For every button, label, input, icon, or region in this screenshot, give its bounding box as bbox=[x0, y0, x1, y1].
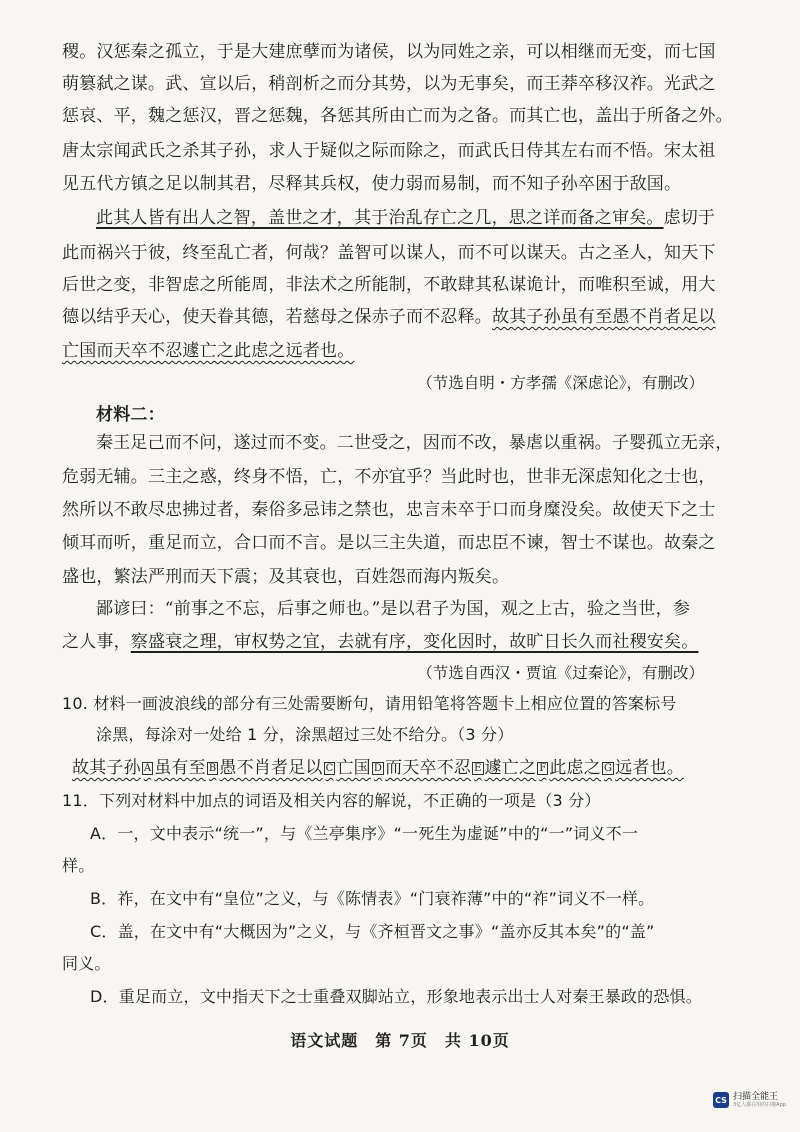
wavy-underlined-text: 故其子孙虽有至愚不肖者足以 bbox=[492, 307, 716, 327]
sentence-segment: 故其子孙 bbox=[72, 758, 141, 778]
option-d: D．重足而立，文中指天下之士重叠双脚站立，形象地表示出士人对秦王暴政的恐惧。 bbox=[90, 987, 702, 1006]
text-fragment: 之人事， bbox=[62, 632, 131, 652]
option-a-continued: 样。 bbox=[62, 856, 95, 875]
text-line: 萌篡弑之谋。武、宣以后，稍剖析之而分其势，以为无事矣，而王莽卒移汉祚。光武之 bbox=[62, 74, 716, 94]
wavy-underlined-text: 亡国而天卒不忍遽亡之此虑之远者也。 bbox=[62, 341, 355, 361]
text-line: 鄙谚曰：“前事之不忘，后事之师也。”是以君子为国，观之上古，验之当世，参 bbox=[96, 599, 691, 619]
sentence-segment: 而天卒不忍 bbox=[385, 758, 472, 778]
option-b: B．祚，在文中有“皇位”之义，与《陈情表》“门衰祚薄”中的“祚”词义不一样。 bbox=[90, 889, 655, 908]
page-footer: 语文试题 第 7页 共 10页 bbox=[290, 1031, 510, 1050]
answer-mark: E bbox=[474, 763, 482, 774]
text-line: 唐太宗闻武氏之杀其子孙，求人于疑似之际而除之，而武氏日侍其左右而不悟。宋太祖 bbox=[62, 141, 716, 161]
answer-mark: G bbox=[603, 763, 613, 774]
text-line bbox=[62, 631, 752, 653]
answer-mark: C bbox=[325, 763, 334, 774]
text-line: 倾耳而听，重足而立，合口而不言。是以三主失道，而忠臣不谏，智士不谋也。故秦之 bbox=[62, 533, 716, 553]
text-fragment: 虑切于 bbox=[663, 208, 716, 228]
watermark-name: 扫描全能王 bbox=[733, 1092, 779, 1102]
text-line bbox=[62, 306, 752, 328]
text-line bbox=[96, 207, 786, 229]
option-c: C．盖，在文中有“大概因为”之义，与《齐桓晋文之事》“盖亦反其本矣”的“盖” bbox=[90, 922, 655, 941]
underlined-sentence: 察盛衰之理，审权势之宜，去就有序，变化因时，故旷日长久而社稷安矣。 bbox=[130, 632, 699, 652]
source-citation: （节选自明・方孝孺《深虑论》，有删改） bbox=[417, 374, 704, 392]
text-line: 后世之变，非智虑之所能周，非法术之所能制，不敢肆其私谋诡计，而唯积至诚，用大 bbox=[62, 275, 716, 295]
source-citation: （节选自西汉・贾谊《过秦论》，有删改） bbox=[417, 664, 704, 682]
text-line: 此而祸兴于彼，终至乱亡者，何哉？盖智可以谋人，而不可以谋天。古之圣人，知天下 bbox=[62, 243, 716, 263]
punctuation-sentence bbox=[72, 757, 762, 779]
text-line: 盛也，繁法严刑而天下震；及其衰也，百姓怨而海内叛矣。 bbox=[62, 567, 510, 587]
underlined-sentence: 此其人皆有出人之智，盖世之才，其于治乱存亡之几，思之详而备之审矣。 bbox=[96, 208, 664, 228]
text-line: 秦王足己而不问，遂过而不变。二世受之，因而不改，暴虐以重祸。子婴孤立无亲， bbox=[96, 433, 733, 453]
sentence-segment: 远者也。 bbox=[615, 758, 684, 778]
cs-logo-icon: CS bbox=[713, 1092, 729, 1108]
answer-mark: D bbox=[373, 763, 383, 774]
option-c-continued: 同义。 bbox=[62, 954, 111, 973]
question-stem: 11．下列对材料中加点的词语及相关内容的解说，不正确的一项是（3 分） bbox=[62, 791, 601, 810]
answer-mark: F bbox=[539, 763, 547, 774]
text-line: 见五代方镇之足以制其君，尽释其兵权，使力弱而易制，而不知子孙卒困于敌国。 bbox=[62, 174, 682, 194]
sentence-segment: 遽亡之 bbox=[484, 758, 537, 778]
watermark-tagline: 3亿人都在用的扫描App bbox=[733, 1102, 786, 1108]
question-stem: 涂黑，每涂对一处给 1 分，涂黑超过三处不给分。（3 分） bbox=[96, 725, 514, 744]
scanner-watermark bbox=[713, 1092, 786, 1108]
text-line bbox=[62, 340, 752, 362]
text-line: 稷。汉惩秦之孤立，于是大建庶孽而为诸侯，以为同姓之亲，可以相继而无变，而七国 bbox=[62, 42, 716, 62]
text-line: 危弱无辅。三主之惑，终身不悟，亡，不亦宜乎？当此时也，世非无深虑知化之士也， bbox=[62, 467, 716, 487]
text-fragment: 德以结乎天心，使天眷其德，若慈母之保赤子而不忍释。 bbox=[62, 307, 492, 327]
sentence-segment: 亡国 bbox=[336, 758, 371, 778]
question-stem: 10. 材料一画波浪线的部分有三处需要断句，请用铅笔将答题卡上相应位置的答案标号 bbox=[62, 694, 677, 713]
section-heading: 材料二： bbox=[96, 405, 165, 425]
text-line: 然所以不敢尽忠拂过者，秦俗多忌讳之禁也，忠言未卒于口而身糜没矣。故使天下之士 bbox=[62, 500, 716, 520]
text-line: 惩哀、平，魏之惩汉，晋之惩魏，各惩其所由亡而为之备。而其亡也，盖出于所备之外。 bbox=[62, 106, 733, 126]
sentence-segment: 此虑之 bbox=[549, 758, 601, 778]
answer-mark: B bbox=[208, 763, 217, 774]
sentence-segment: 愚不肖者足以 bbox=[219, 758, 323, 778]
answer-mark: A bbox=[143, 763, 152, 774]
sentence-segment: 虽有至 bbox=[154, 758, 206, 778]
option-a: A．一，文中表示“统一”，与《兰亭集序》“一死生为虚诞”中的“一”词义不一 bbox=[90, 824, 639, 843]
